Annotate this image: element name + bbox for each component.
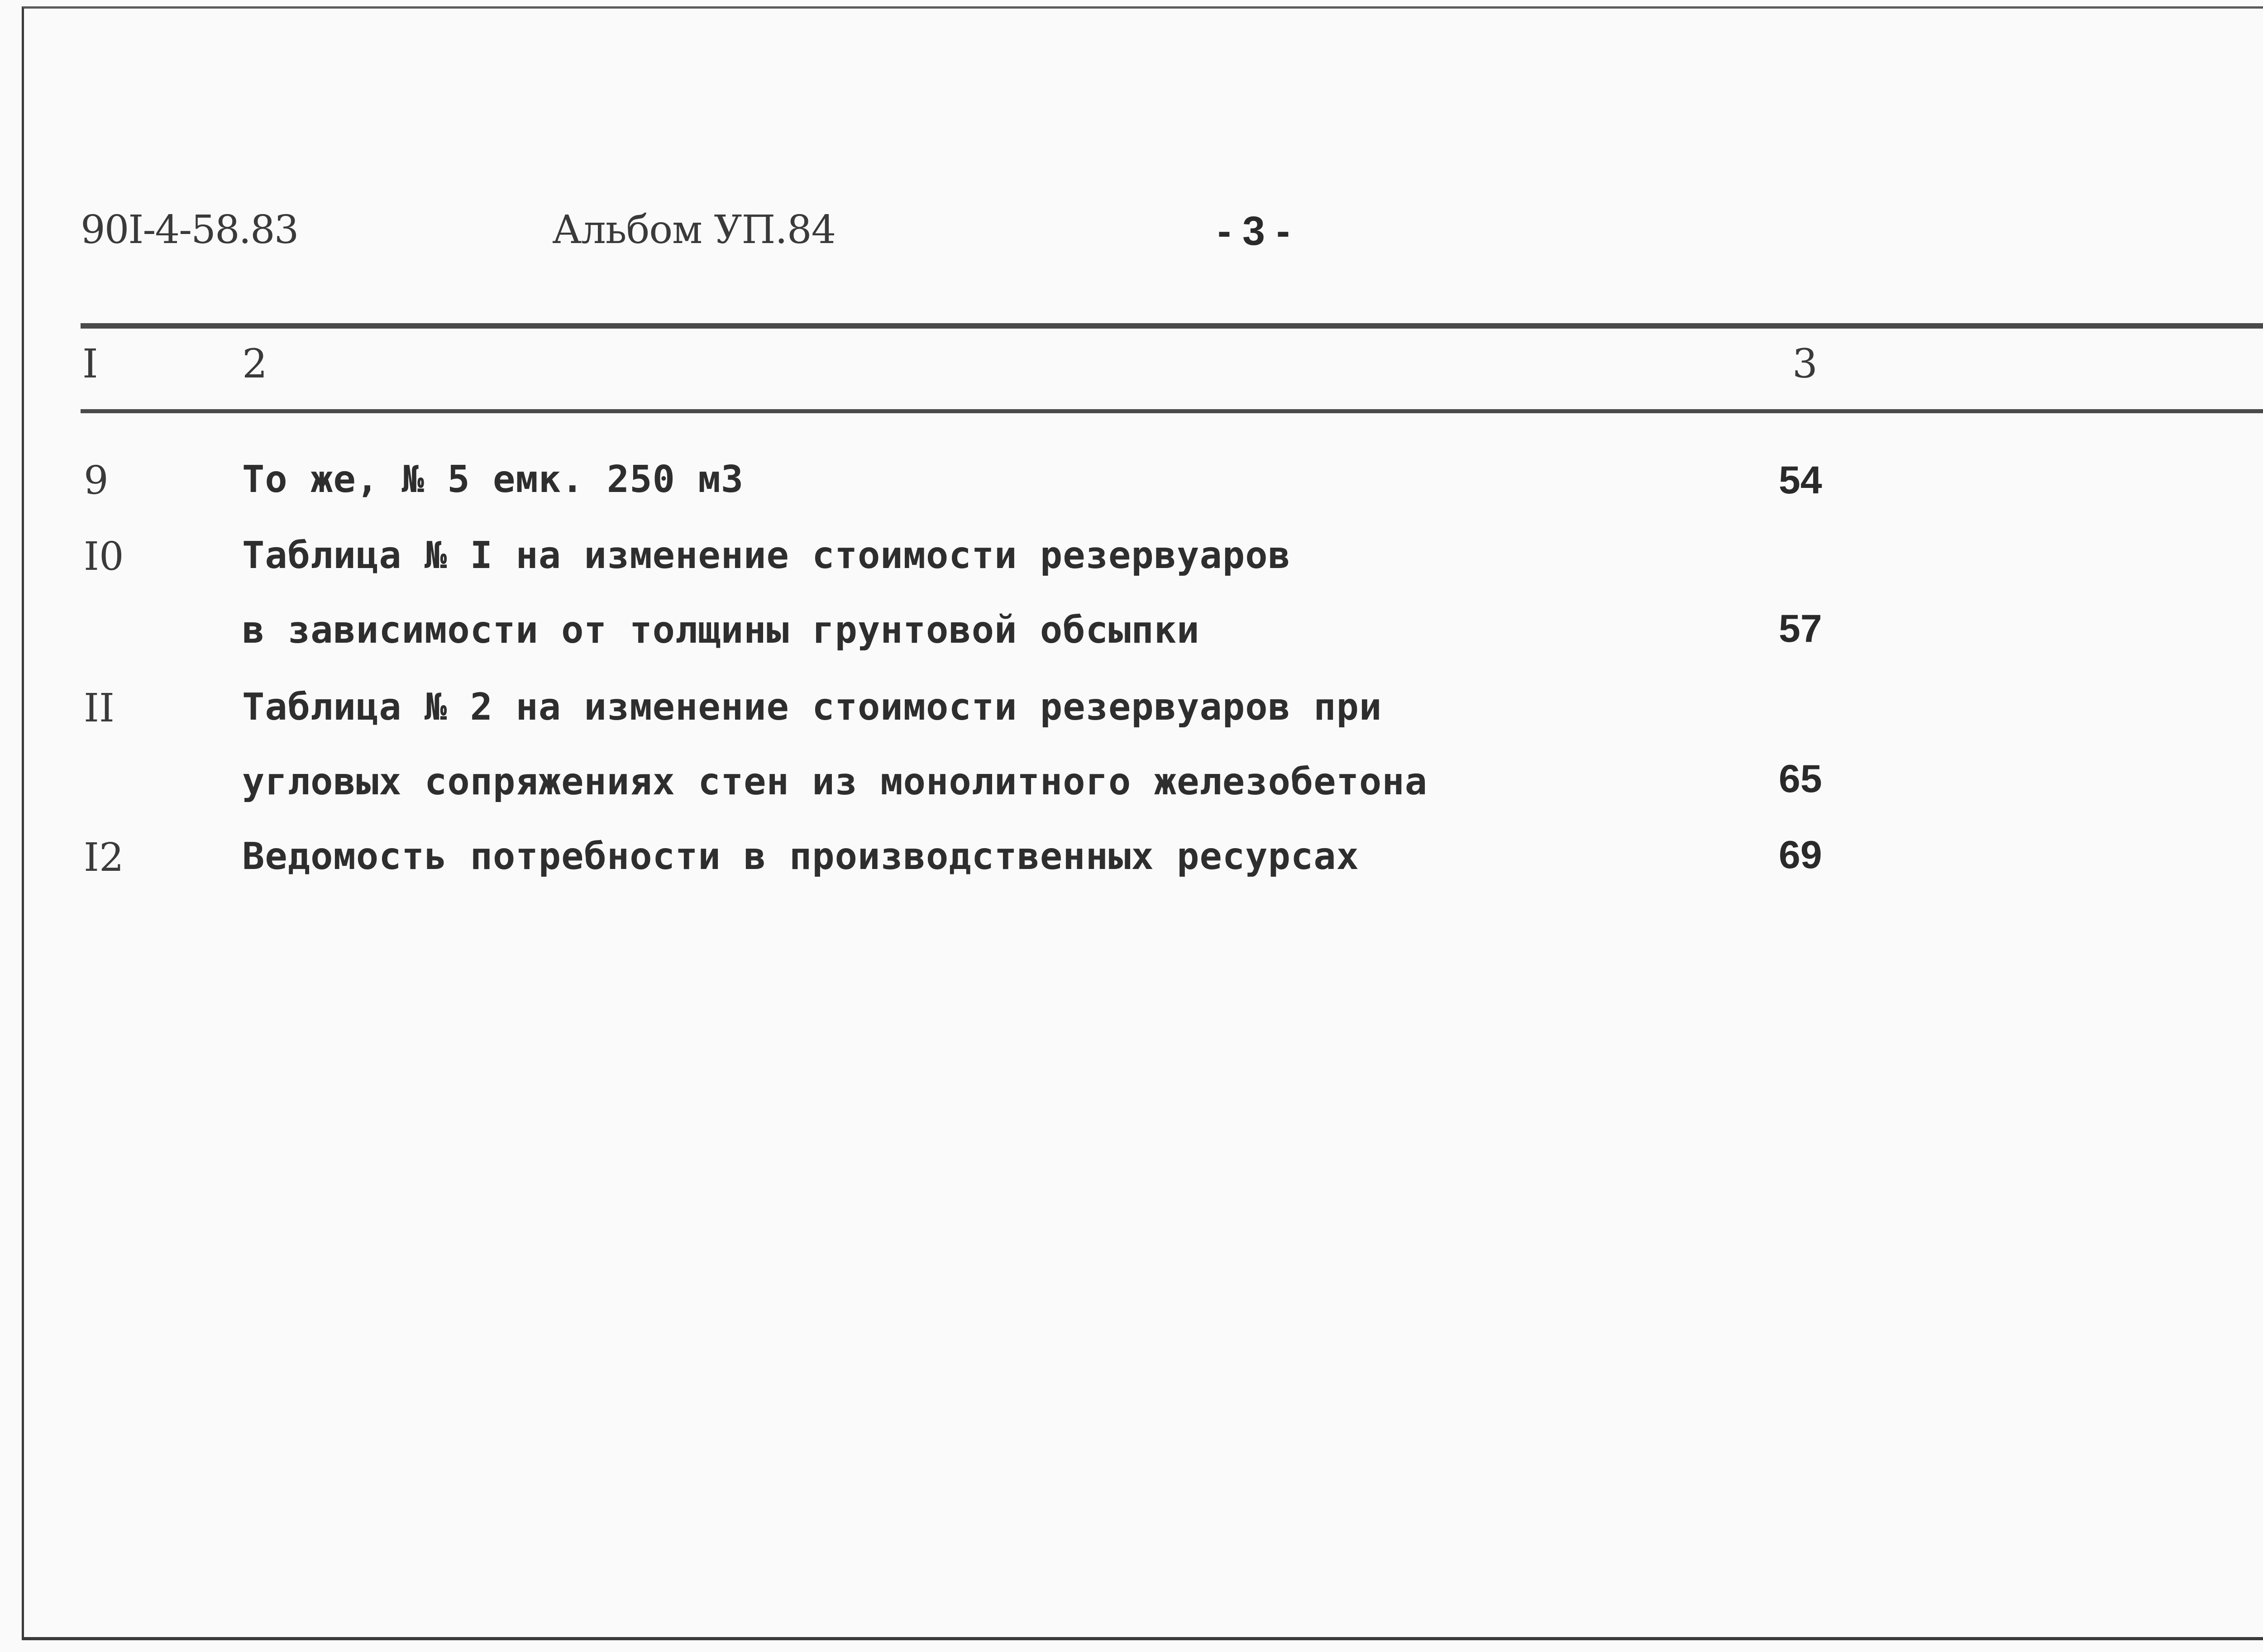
table-header-rule bbox=[81, 409, 2263, 413]
entry-page: 69 bbox=[1779, 833, 1822, 877]
entry-text-line: То же, № 5 емк. 250 м3 bbox=[242, 458, 744, 501]
entry-text-line: Таблица № I на изменение стоимости резервуаров bbox=[242, 534, 1291, 577]
entry-page: 54 bbox=[1779, 458, 1822, 502]
entry-page: 57 bbox=[1779, 607, 1822, 650]
entry-text-line: Ведомость потребности в производственных ресурсах bbox=[242, 835, 1360, 878]
entry-number: I2 bbox=[84, 835, 124, 880]
album-label: Альбом УП.84 bbox=[552, 207, 836, 253]
column-header-number: I bbox=[82, 340, 98, 387]
entry-text-line: угловых сопряжениях стен из монолитного железобетона bbox=[242, 760, 1428, 803]
column-header-page: 3 bbox=[1792, 340, 1818, 387]
entry-text-line: Таблица № 2 на изменение стоимости резервуаров при bbox=[242, 686, 1382, 729]
entry-text-line: в зависимости от толщины грунтовой обсыпки bbox=[242, 609, 1200, 652]
document-code: 90I-4-58.83 bbox=[81, 207, 298, 253]
entry-number: I0 bbox=[84, 534, 124, 579]
page-header bbox=[0, 190, 2263, 263]
table-top-rule bbox=[81, 323, 2263, 329]
entry-number: II bbox=[84, 686, 115, 731]
entry-page: 65 bbox=[1779, 757, 1822, 801]
entry-number: 9 bbox=[84, 458, 109, 503]
column-header-title: 2 bbox=[242, 340, 267, 387]
page-number: - 3 - bbox=[1217, 209, 1290, 254]
